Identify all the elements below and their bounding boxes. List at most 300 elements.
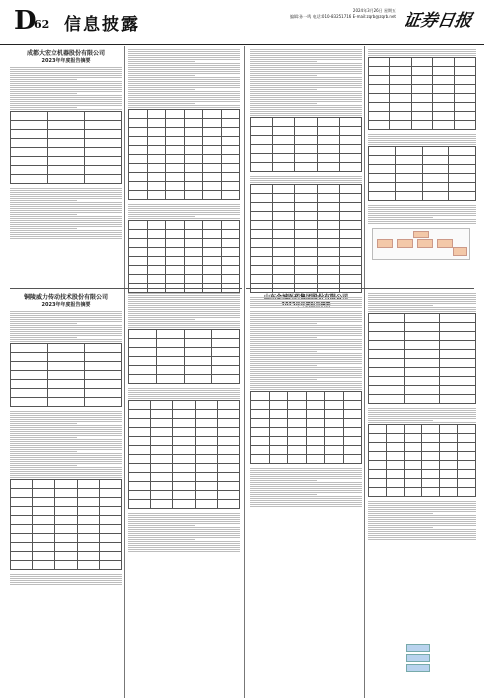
table-row (251, 136, 362, 145)
data-table (10, 343, 122, 407)
text-line (128, 67, 240, 68)
text-line (128, 212, 240, 213)
text-line (10, 190, 122, 191)
table-row (129, 482, 240, 491)
data-table (128, 109, 240, 200)
table-cell (195, 455, 217, 464)
text-line (250, 371, 362, 372)
table-cell (422, 183, 449, 192)
table-cell (11, 480, 33, 489)
table-cell (212, 375, 240, 384)
text-line (128, 543, 240, 544)
table-cell (195, 491, 217, 500)
table-cell (184, 339, 212, 348)
text-line (128, 513, 240, 514)
table-cell (273, 284, 295, 293)
table-cell (369, 470, 387, 479)
table-cell (77, 525, 99, 534)
text-line (368, 503, 476, 504)
table-row (369, 470, 476, 479)
data-table (250, 117, 362, 172)
table-cell (151, 491, 173, 500)
text-line (128, 81, 240, 82)
text-line (368, 134, 476, 135)
text-line (10, 89, 122, 90)
table-cell (221, 257, 240, 266)
table-cell (203, 119, 222, 128)
table-cell (288, 392, 307, 401)
text-line (250, 305, 362, 306)
text-line (10, 214, 77, 215)
table-row (251, 221, 362, 230)
table-cell (203, 266, 222, 275)
table-cell (55, 552, 77, 561)
table-cell (422, 165, 449, 174)
text-line (10, 425, 122, 426)
table-row (11, 498, 122, 507)
table-cell (317, 239, 339, 248)
table-row (369, 488, 476, 497)
text-line (128, 55, 240, 56)
text-line (10, 419, 122, 420)
table-cell (147, 266, 166, 275)
table-cell (129, 128, 148, 137)
table-cell (173, 410, 195, 419)
table-row (11, 534, 122, 543)
text-line (128, 216, 195, 217)
text-line (250, 387, 362, 388)
table-cell (184, 128, 203, 137)
table-cell (440, 341, 476, 350)
text-line (128, 99, 240, 100)
table-cell (422, 192, 449, 201)
text-line (128, 206, 240, 207)
text-line (250, 63, 362, 64)
table-cell (395, 165, 422, 174)
table-cell (129, 146, 148, 155)
table-row (11, 371, 122, 380)
table-cell (203, 110, 222, 119)
table-cell (339, 230, 361, 239)
table-cell (184, 155, 203, 164)
table-cell (251, 230, 273, 239)
text-line (128, 392, 240, 393)
text-line (128, 57, 240, 58)
text-line (128, 519, 240, 520)
text-line (128, 523, 240, 524)
text-line (250, 176, 362, 177)
table-cell (217, 437, 239, 446)
text-line (10, 327, 122, 328)
table-cell (369, 452, 387, 461)
table-cell (99, 498, 121, 507)
table-cell (85, 148, 122, 157)
table-cell (404, 368, 440, 377)
text-line (250, 472, 362, 473)
table-cell (147, 230, 166, 239)
text-line (250, 325, 362, 326)
table-cell (269, 455, 288, 464)
table-cell (458, 443, 476, 452)
table-cell (440, 377, 476, 386)
table-cell (173, 437, 195, 446)
table-cell (33, 525, 55, 534)
table-cell (48, 166, 85, 175)
table-cell (99, 489, 121, 498)
table-row (251, 446, 362, 455)
text-line (250, 65, 362, 66)
table-cell (11, 362, 48, 371)
table-cell (440, 479, 458, 488)
article-3-continued (368, 292, 476, 541)
table-cell (369, 368, 405, 377)
text-line (10, 421, 122, 422)
table-row (129, 248, 240, 257)
table-cell (11, 389, 48, 398)
text-line (250, 87, 362, 88)
table-cell (422, 452, 440, 461)
table-cell (295, 163, 317, 172)
text-line (10, 317, 122, 318)
table-row (129, 275, 240, 284)
article-1-continued (128, 48, 240, 309)
table-cell (422, 488, 440, 497)
table-cell (369, 395, 405, 404)
text-line (368, 219, 476, 220)
data-table (10, 111, 122, 184)
text-line (128, 101, 240, 102)
table-cell (129, 375, 157, 384)
table-cell (85, 398, 122, 407)
text-line (250, 89, 317, 90)
table-cell (440, 434, 458, 443)
text-line (250, 85, 362, 86)
table-cell (11, 498, 33, 507)
text-line (10, 95, 122, 96)
table-row (369, 479, 476, 488)
table-cell (273, 221, 295, 230)
text-line (10, 469, 122, 470)
text-line (250, 355, 362, 356)
table-cell (173, 446, 195, 455)
table-cell (48, 148, 85, 157)
text-line (10, 323, 77, 324)
text-line (368, 223, 476, 224)
text-line (10, 234, 122, 235)
table-cell (203, 155, 222, 164)
table-cell (251, 136, 273, 145)
table-cell (339, 163, 361, 172)
table-cell (369, 165, 396, 174)
table-cell (404, 425, 422, 434)
table-cell (184, 330, 212, 339)
table-cell (184, 164, 203, 173)
text-line (368, 307, 476, 308)
table-cell (85, 130, 122, 139)
table-row (251, 230, 362, 239)
table-cell (184, 221, 203, 230)
text-line (368, 418, 476, 419)
text-line (10, 236, 122, 237)
text-line (128, 525, 195, 526)
text-line (128, 87, 240, 88)
table-cell (251, 239, 273, 248)
table-cell (317, 230, 339, 239)
table-row (129, 119, 240, 128)
text-line (10, 461, 122, 462)
text-line (250, 95, 362, 96)
table-row (251, 118, 362, 127)
text-line (368, 513, 433, 514)
table-cell (273, 136, 295, 145)
table-cell (251, 428, 270, 437)
table-cell (422, 470, 440, 479)
table-cell (404, 461, 422, 470)
table-cell (129, 330, 157, 339)
text-line (10, 192, 122, 193)
table-cell (203, 257, 222, 266)
table-cell (273, 127, 295, 136)
table-cell (55, 489, 77, 498)
text-line (128, 61, 195, 62)
text-line (250, 182, 362, 183)
table-cell (440, 461, 458, 470)
text-line (10, 226, 122, 227)
text-line (368, 521, 476, 522)
text-line (10, 465, 77, 466)
text-line (10, 449, 122, 450)
table-cell (404, 470, 422, 479)
text-line (368, 53, 476, 54)
text-line (368, 537, 476, 538)
data-table (128, 220, 240, 293)
table-row (11, 507, 122, 516)
text-line (128, 49, 240, 50)
text-line (250, 91, 362, 92)
table-cell (129, 137, 148, 146)
table-cell (151, 500, 173, 509)
table-cell (156, 348, 184, 357)
text-line (368, 51, 476, 52)
table-cell (85, 157, 122, 166)
text-line (10, 105, 122, 106)
text-line (128, 305, 195, 306)
table-cell (317, 203, 339, 212)
text-line (250, 101, 362, 102)
table-row (251, 185, 362, 194)
table-cell (55, 534, 77, 543)
table-cell (395, 183, 422, 192)
table-cell (55, 480, 77, 489)
table-cell (11, 157, 48, 166)
table-cell (129, 491, 151, 500)
text-line (250, 93, 362, 94)
table-cell (77, 534, 99, 543)
table-cell (433, 67, 454, 76)
data-table (368, 424, 476, 497)
text-line (368, 217, 433, 218)
text-line (368, 539, 476, 540)
table-cell (343, 437, 362, 446)
table-row (129, 491, 240, 500)
table-cell (306, 446, 325, 455)
table-cell (173, 455, 195, 464)
text-line (10, 109, 122, 110)
table-cell (339, 275, 361, 284)
text-line (250, 373, 362, 374)
masthead-logo: 证券日报 (401, 11, 474, 31)
table-cell (166, 257, 185, 266)
table-cell (295, 194, 317, 203)
text-line (10, 232, 122, 233)
table-cell (251, 401, 270, 410)
text-line (250, 180, 362, 181)
table-cell (173, 482, 195, 491)
table-cell (390, 85, 411, 94)
text-line (128, 531, 240, 532)
text-line (250, 488, 362, 489)
table-cell (85, 175, 122, 184)
table-cell (339, 118, 361, 127)
text-line (368, 410, 476, 411)
table-cell (129, 464, 151, 473)
table-cell (55, 525, 77, 534)
table-cell (295, 221, 317, 230)
text-line (128, 321, 240, 322)
text-line (128, 325, 240, 326)
table-cell (33, 552, 55, 561)
text-line (128, 89, 195, 90)
text-line (250, 113, 362, 114)
table-cell (251, 145, 273, 154)
text-line (128, 218, 240, 219)
table-cell (306, 401, 325, 410)
text-line (250, 69, 362, 70)
text-line (368, 293, 476, 294)
table-cell (295, 136, 317, 145)
table-cell (269, 437, 288, 446)
table-row (369, 443, 476, 452)
table-cell (273, 248, 295, 257)
table-cell (411, 58, 432, 67)
table-cell (369, 332, 405, 341)
table-cell (166, 155, 185, 164)
table-cell (251, 257, 273, 266)
table-cell (99, 552, 121, 561)
table-cell (11, 371, 48, 380)
text-line (250, 81, 362, 82)
text-line (368, 414, 476, 415)
table-cell (273, 212, 295, 221)
table-row (11, 166, 122, 175)
text-line (128, 535, 240, 536)
text-line (250, 353, 362, 354)
table-cell (343, 392, 362, 401)
table-cell (129, 239, 148, 248)
text-line (10, 212, 122, 213)
table-cell (184, 191, 203, 200)
table-cell (33, 489, 55, 498)
text-line (10, 228, 77, 229)
table-cell (85, 371, 122, 380)
table-cell (184, 357, 212, 366)
text-line (128, 390, 240, 391)
table-cell (386, 488, 404, 497)
table-cell (317, 194, 339, 203)
table-row (369, 425, 476, 434)
table-row (251, 428, 362, 437)
table-cell (85, 389, 122, 398)
table-cell (184, 146, 203, 155)
text-line (128, 53, 240, 54)
text-line (250, 301, 362, 302)
table-cell (251, 163, 273, 172)
text-line (128, 91, 240, 92)
table-cell (55, 516, 77, 525)
table-cell (77, 507, 99, 516)
text-line (250, 53, 362, 54)
text-line (368, 533, 476, 534)
table-cell (11, 534, 33, 543)
table-row (251, 401, 362, 410)
table-cell (369, 183, 396, 192)
table-cell (306, 455, 325, 464)
table-cell (404, 359, 440, 368)
table-cell (411, 103, 432, 112)
table-cell (11, 543, 33, 552)
table-cell (369, 386, 405, 395)
text-line (128, 315, 240, 316)
table-row (369, 174, 476, 183)
text-line (250, 385, 362, 386)
table-cell (369, 434, 387, 443)
table-cell (395, 147, 422, 156)
table-cell (411, 76, 432, 85)
table-cell (221, 248, 240, 257)
text-line (250, 59, 362, 60)
text-line (368, 531, 476, 532)
table-row (369, 395, 476, 404)
table-cell (11, 353, 48, 362)
table-cell (288, 401, 307, 410)
data-table (10, 479, 122, 570)
table-cell (55, 507, 77, 516)
text-line (128, 545, 240, 546)
text-line (128, 527, 240, 528)
table-cell (129, 248, 148, 257)
table-cell (129, 119, 148, 128)
text-line (368, 301, 476, 302)
table-cell (11, 516, 33, 525)
table-cell (325, 401, 344, 410)
table-cell (203, 137, 222, 146)
table-cell (339, 239, 361, 248)
text-line (10, 580, 122, 581)
text-line (10, 467, 122, 468)
table-cell (217, 410, 239, 419)
table-cell (288, 455, 307, 464)
article-2 (10, 292, 122, 586)
table-cell (269, 446, 288, 455)
table-cell (317, 145, 339, 154)
text-line (10, 319, 122, 320)
table-cell (166, 266, 185, 275)
table-cell (343, 410, 362, 419)
diagram-node (437, 239, 453, 248)
text-line (10, 81, 122, 82)
text-line (250, 337, 317, 338)
text-line (368, 55, 476, 56)
